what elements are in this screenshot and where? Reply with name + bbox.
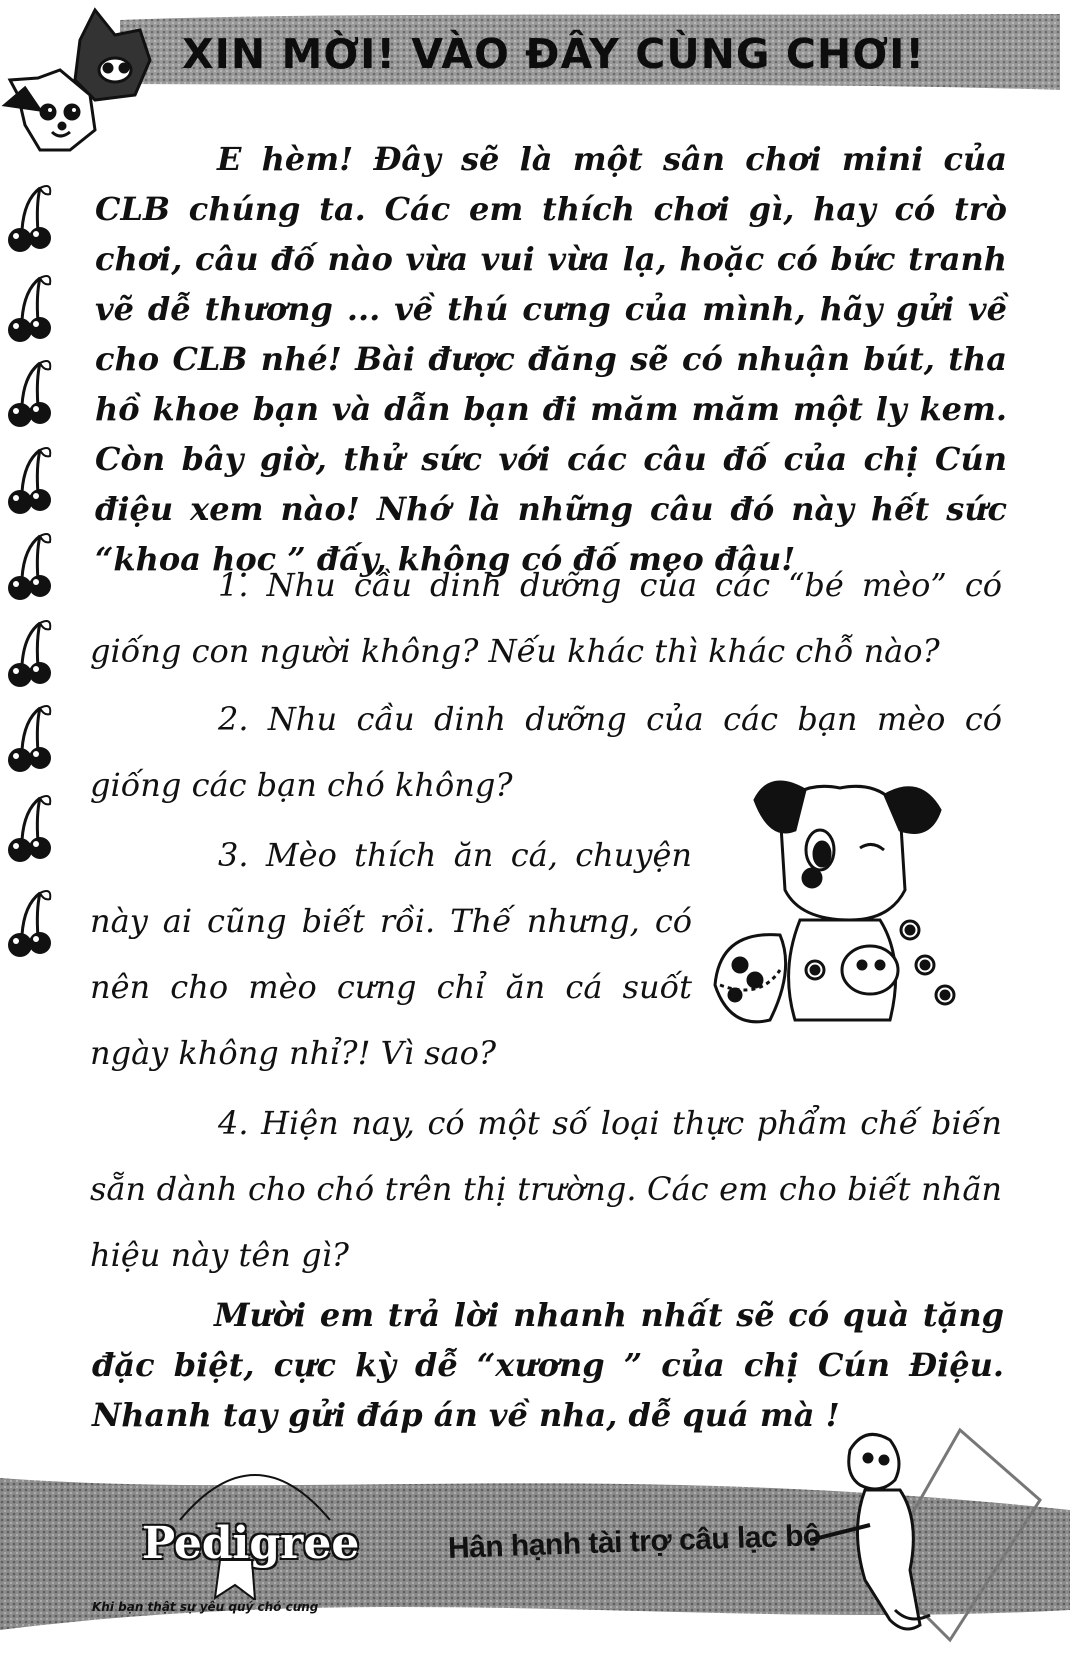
question-2: 2. Nhu cầu dinh dưỡng của các bạn mèo có giống các bạn chó không? — [90, 700, 1002, 804]
puppy-with-basket-icon — [700, 770, 970, 1070]
question-4: 4. Hiện nay, có một số loại thực phẩm chế biến sẵn dành cho chó trên thị trường. Các em cho biết nhãn hiệu này tên gì? — [90, 1104, 1002, 1274]
brand-logo: Pedigree — [142, 1518, 360, 1569]
brand-slogan: Khi bạn thật sự yêu quý chó cưng — [92, 1600, 319, 1614]
cherry-icon — [0, 180, 60, 1020]
page-title: XIN MỜI! VÀO ĐÂY CÙNG CHƠI! — [182, 30, 926, 78]
sponsor-text: Hân hạnh tài trợ câu lạc bộ — [447, 1518, 822, 1565]
dog-mascot-icon — [810, 1420, 1050, 1650]
intro-text: E hèm! Đây sẽ là một sân chơi mini của CLB chúng ta. Các em thích chơi gì, hay có trò chơi, câu đố nào vừa vui vừa lạ, hoặc có bức tranh vẽ dễ thương ... về thú cưng của mình, hãy gửi về cho CLB nhé! Bài được đăng sẽ có nhuận bút, tha hồ khoe bạn và dẫn bạn đi măm măm một ly kem. Còn bây giờ, thử sức với các câu đố của chị Cún điệu xem nào! Nhớ là những câu đó này hết sức “khoa học ” đấy, không có đố mẹo đâu! — [95, 140, 1007, 578]
question-1: 1. Nhu cầu dinh dưỡng của các “bé mèo” có giống con người không? Nếu khác thì khác chỗ nào? — [90, 566, 1002, 670]
closing-paragraph: Mười em trả lời nhanh nhất sẽ có quà tặng đặc biệt, cực kỳ dễ “xương ” của chị Cún Điệu. Nhanh tay gửi đáp án về nha, dễ quá mà ! — [92, 1296, 1004, 1434]
intro-paragraph — [95, 134, 1007, 584]
question-3: 3. Mèo thích ăn cá, chuyện này ai cũng biết rồi. Thế nhưng, có nên cho mèo cưng chỉ ăn cá suốt ngày không nhỉ?! Vì sao? — [90, 836, 692, 1072]
